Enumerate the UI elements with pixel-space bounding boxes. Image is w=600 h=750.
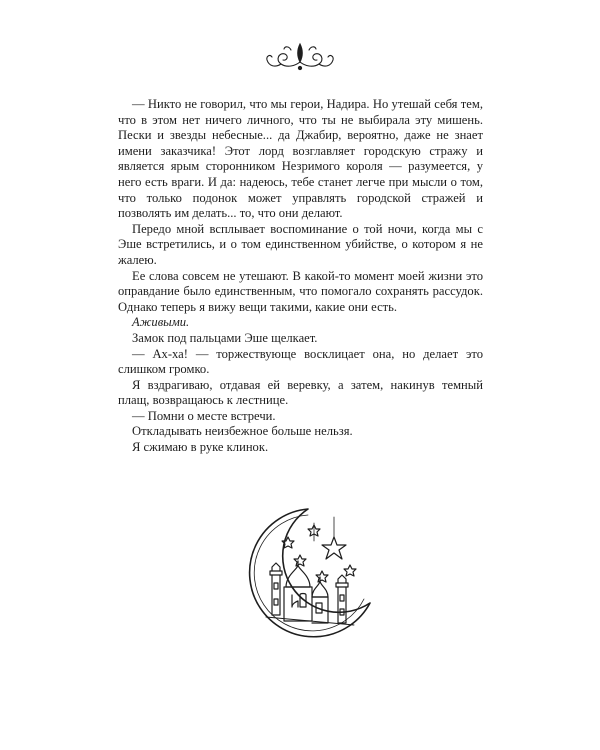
paragraph-dialogue-heroes: — Никто не говорил, что мы герои, Надира. Но утешай себя тем, что в этом нет ничего личного, что ты не выбирала эту мишень. Пески и звезды небесные... да Джабир, вероятно, даже не знает имени заказчика! Этот лорд возглавляет городскую стражу и является ярым сторонником Незримого короля — разумеется, у него есть враги. И да: надеюсь, тебе станет легче при мысли о том, что только подонок может управлять городской стражей и позволять им делать... то, что они делают. [118,97,483,221]
paragraph-inevitable: Откладывать неизбежное больше нельзя. [132,424,353,439]
paragraph-lock-clicks: Замок под пальцами Эше щелкает. [132,330,318,345]
paragraph-rope-cloak: Я вздрагиваю, отдавая ей веревку, а затем, накинув темный плащ, возвращаюсь к лестнице. [118,377,483,408]
paragraph-meeting-place: — Помни о месте встречи. [132,408,276,423]
paragraph-memory: Передо мной всплывает воспоминание о той ночи, когда мы с Эше встретились, и о том единственном убийстве, о котором я не жалею. [118,221,483,267]
paragraph-alive: Аживыми. [132,315,190,330]
paragraph-aha: — Ах-ха! — торжествующе восклицает она, но делает это слишком громко. [118,346,483,377]
paragraph-words-not-comforting: Ее слова совсем не утешают. В какой-то момент моей жизни это оправдание было единственным, что помогало сохранять рассудок. Однако теперь я вижу вещи такими, какие они есть. [118,268,483,314]
paragraph-blade: Я сжимаю в руке клинок. [132,440,269,455]
flourish-ornament-icon [265,40,335,74]
book-page-text [118,97,483,456]
crescent-moon-mosque-icon [236,503,376,648]
